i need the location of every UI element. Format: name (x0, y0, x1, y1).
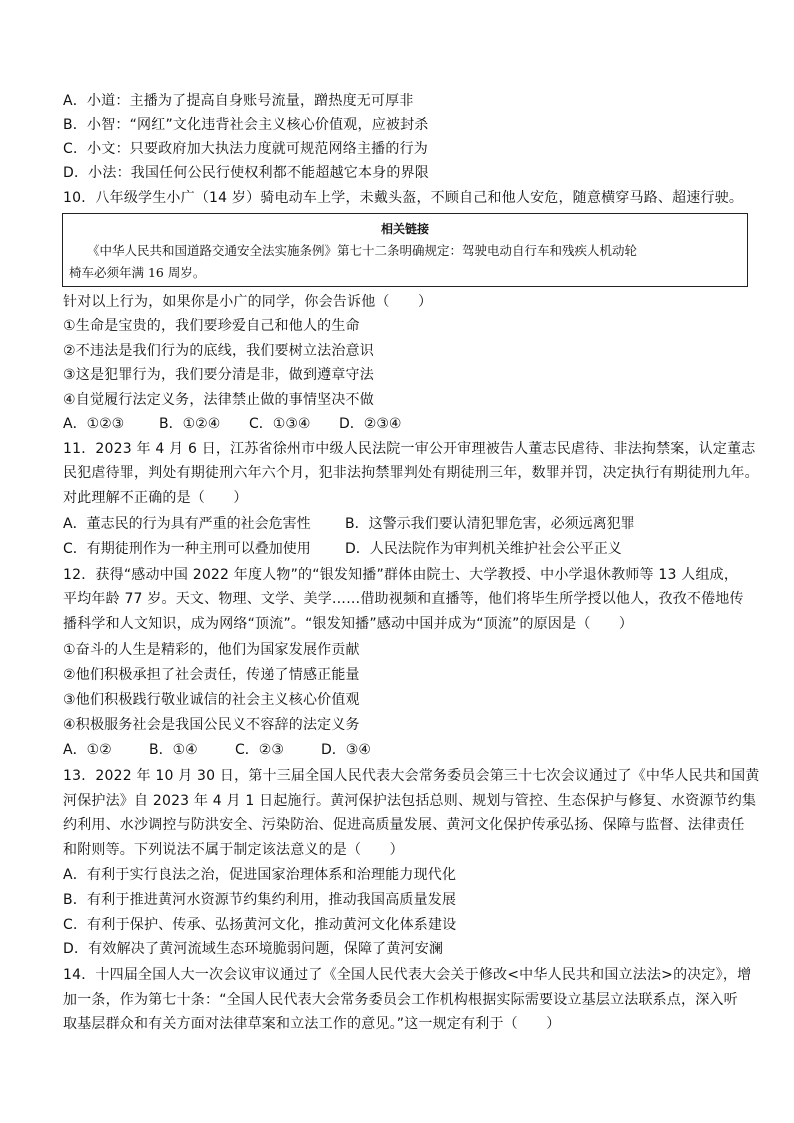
q10-option-c: C．①③④ (249, 416, 311, 432)
q14-stem-line-2: 加一条，作为第七十条：“全国人民代表大会常务委员会工作机构根据实际需要设立基层立法联系点，深入听 (63, 992, 738, 1008)
q13-option-c: C．有利于保护、传承、弘扬黄河文化，推动黄河文化体系建设 (63, 917, 457, 933)
q10-statement-1: ①生命是宝贵的，我们要珍爱自己和他人的生命 (63, 318, 360, 334)
q10-option-a: A．①②③ (63, 416, 125, 432)
q12-statement-1: ①奋斗的人生是精彩的，他们为国家发展作贡献 (63, 642, 360, 658)
q12-option-b: B．①④ (149, 742, 198, 758)
related-link-title: 相关链接 (380, 222, 429, 236)
q12-stem-line-1: 12．获得“感动中国 2022 年度人物”的“银发知播”群体由院士、大学教授、中小学退休教师等 13 人组成， (63, 567, 739, 583)
q12-option-c: C．②③ (235, 742, 284, 758)
q12-statement-3: ③他们积极践行敬业诚信的社会主义核心价值观 (63, 692, 360, 708)
q11-option-a: A．董志民的行为具有严重的社会危害性 (63, 516, 311, 532)
q11-option-d: D．人民法院作为审判机关维护社会公平正义 (345, 541, 622, 557)
q10-stem: 10．八年级学生小广（14 岁）骑电动车上学，未戴头盔，不顾自己和他人安危，随意横穿马路、超速行驶。 (63, 190, 744, 206)
q10-statement-4: ④自觉履行法定义务，法律禁止做的事情坚决不做 (63, 392, 374, 408)
q9-option-a: A．小道：主播为了提高自身账号流量，蹭热度无可厚非 (63, 93, 414, 109)
q14-stem-line-3: 取基层群众和有关方面对法律草案和立法工作的意见。”这一规定有利于（ ） (63, 1016, 561, 1032)
q11-option-c: C．有期徒刑作为一种主刑可以叠加使用 (63, 541, 311, 557)
q12-option-a: A．①② (63, 742, 112, 758)
q11-stem-line-1: 11．2023 年 4 月 6 日，江苏省徐州市中级人民法院一审公开审理被告人董志民虐待、非法拘禁案，认定董志 (63, 441, 756, 457)
q13-stem-line-4: 和附则等。下列说法不属于制定该法意义的是（ ） (63, 842, 404, 858)
related-link-text-line-1: 《中华人民共和国道路交通安全法实施条例》第七十二条明确规定：驾驶电动自行车和残疾人机动轮 (87, 243, 638, 258)
related-link-text-line-2: 椅车必须年满 16 周岁。 (69, 265, 206, 280)
q10-option-d: D．②③④ (339, 416, 402, 432)
q13-stem-line-1: 13．2022 年 10 月 30 日，第十三届全国人民代表大会常务委员会第三十七次会议通过了《中华人民共和国黄 (63, 768, 760, 784)
q12-option-d: D．③④ (321, 742, 371, 758)
q10-statement-2: ②不违法是我们行为的底线，我们要树立法治意识 (63, 343, 374, 359)
q11-option-b: B．这警示我们要认清犯罪危害，必须远离犯罪 (345, 516, 635, 532)
q13-option-b: B．有利于推进黄河水资源节约集约利用，推动我国高质量发展 (63, 892, 457, 908)
q9-option-b: B．小智：“网红”文化违背社会主义核心价值观，应被封杀 (63, 117, 429, 133)
q12-stem-line-3: 播科学和人文知识，成为网络“顶流”。“银发知播”感动中国并成为“顶流”的原因是（ ） (63, 616, 634, 632)
q12-statement-2: ②他们积极承担了社会责任，传递了情感正能量 (63, 667, 360, 683)
q10-question: 针对以上行为，如果你是小广的同学，你会告诉他（ ） (63, 294, 433, 310)
q13-option-a: A．有利于实行良法之治，促进国家治理体系和治理能力现代化 (63, 867, 457, 883)
q13-stem-line-2: 河保护法》自 2023 年 4 月 1 日起施行。黄河保护法包括总则、规划与管控、生态保护与修复、水资源节约集 (63, 793, 757, 809)
q14-stem-line-1: 14．十四届全国人大一次会议审议通过了《全国人民代表大会关于修改<中华人民共和国立法法>的决定》，增 (63, 967, 752, 983)
related-link-box (62, 213, 748, 287)
q13-stem-line-3: 约利用、水沙调控与防洪安全、污染防治、促进高质量发展、黄河文化保护传承弘扬、保障与监督、法律责任 (63, 817, 745, 833)
q10-option-b: B．①②④ (159, 416, 221, 432)
q11-stem-line-3: 对此理解不正确的是（ ） (63, 490, 248, 506)
q13-option-d: D．有效解决了黄河流域生态环境脆弱问题，保障了黄河安澜 (63, 941, 444, 957)
q9-option-d: D．小法：我国任何公民行使权利都不能超越它本身的界限 (63, 165, 429, 181)
q11-stem-line-2: 民犯虐待罪，判处有期徒刑六年六个月，犯非法拘禁罪判处有期徒刑三年，数罪并罚，决定执行有期徒刑九年。 (63, 465, 759, 481)
q12-stem-line-2: 平均年龄 77 岁。天文、物理、文学、美学……借助视频和直播等，他们将毕生所学授以他人，孜孜不倦地传 (63, 591, 744, 607)
q12-statement-4: ④积极服务社会是我国公民义不容辞的法定义务 (63, 717, 360, 733)
q10-statement-3: ③这是犯罪行为，我们要分清是非，做到遵章守法 (63, 367, 374, 383)
q9-option-c: C．小文：只要政府加大执法力度就可规范网络主播的行为 (63, 141, 428, 157)
